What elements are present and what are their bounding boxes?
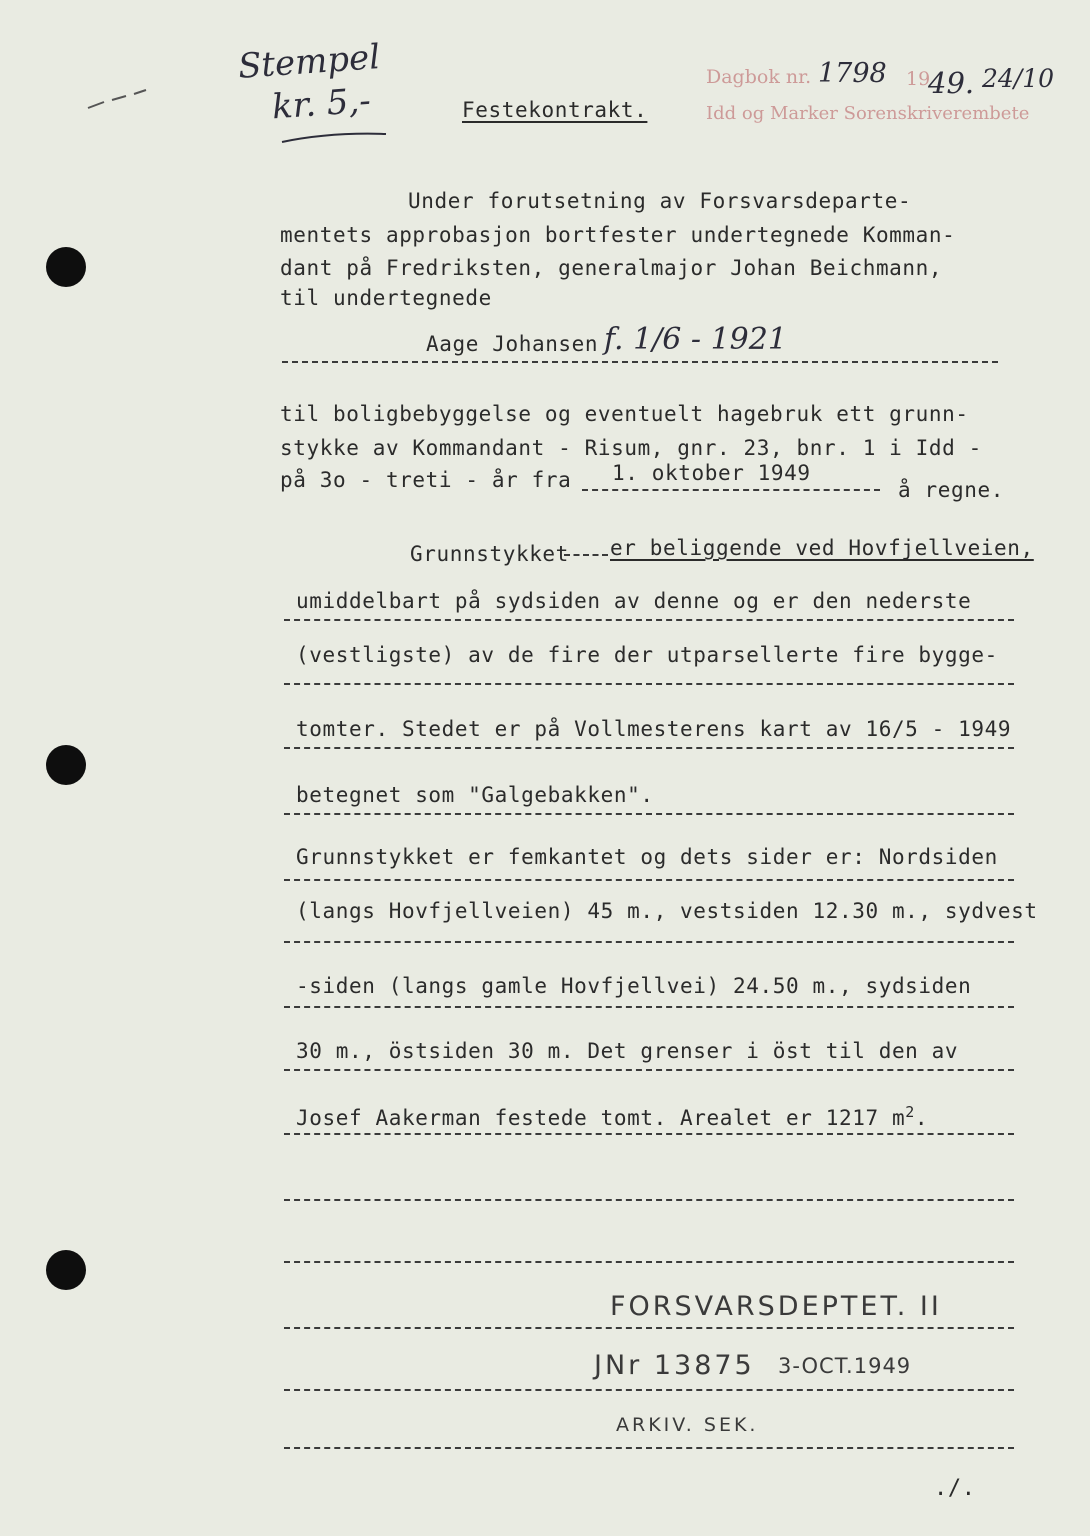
ministry-stamp-journal-number: JNr 13875 [594, 1350, 755, 1381]
plot-line-5: Grunnstykket er femkantet og dets sider er: Nordsiden [296, 845, 998, 869]
registry-stamp-office: Idd og Marker Sorenskriverembete [706, 103, 1030, 124]
plot-line-1: umiddelbart på sydsiden av denne og er den nederste [296, 589, 972, 613]
margin-tick-mark [86, 88, 150, 112]
plot-line-8: 30 m., östsiden 30 m. Det grenser i öst til den av [296, 1039, 959, 1063]
diary-date: 24/10 [982, 64, 1055, 93]
term-start-date: 1. oktober 1949 [612, 461, 811, 485]
blank-rule-3 [284, 1327, 1014, 1329]
plot-line-7: -siden (langs gamle Hovfjellvei) 24.50 m., sydsiden [296, 974, 972, 998]
handwritten-stamp-label: Stempel [236, 37, 382, 87]
plot-line-9-rule [284, 1133, 1014, 1135]
plot-line-2: (vestligste) av de fire der utparsellerte fire bygge- [296, 643, 998, 667]
intro-line-3: dant på Fredriksten, generalmajor Johan Beichmann, [280, 256, 943, 280]
tenant-line [282, 361, 998, 363]
handwritten-stamp-fee: kr. 5,- [270, 80, 372, 128]
diary-number: 1798 [818, 58, 887, 89]
plot-line-3: tomter. Stedet er på Vollmesterens kart av 16/5 - 1949 [296, 717, 1012, 741]
registry-stamp-label: Dagbok nr. [706, 66, 812, 88]
plot-line-2-rule [284, 683, 1014, 685]
purpose-line-1: til boligbebyggelse og eventuelt hagebruk ett grunn- [280, 402, 969, 426]
intro-line-2: mentets approbasjon bortfester undertegnede Komman- [280, 223, 956, 247]
plot-line-6-rule [284, 941, 1014, 943]
blank-rule-1 [284, 1199, 1014, 1201]
plot-intro-location: er beliggende ved Hovfjellveien, [610, 536, 1034, 560]
plot-line-9-text: Josef Aakerman festede tomt. Arealet er 1217 m [296, 1106, 906, 1130]
plot-line-4: betegnet som "Galgebakken". [296, 783, 654, 807]
blank-rule-4 [284, 1389, 1014, 1391]
intro-line-4: til undertegnede [280, 286, 492, 310]
blank-rule-5 [284, 1447, 1014, 1449]
blank-rule-2 [284, 1261, 1014, 1263]
term-suffix: å regne. [898, 478, 1004, 502]
plot-intro-label: Grunnstykket [410, 542, 569, 566]
plot-line-1-rule [284, 619, 1014, 621]
plot-intro-dashes [564, 554, 608, 556]
plot-line-9 [296, 1103, 928, 1130]
purpose-line-2: stykke av Kommandant - Risum, gnr. 23, bnr. 1 i Idd - [280, 436, 982, 460]
ministry-stamp-archive: ARKIV. SEK. [616, 1414, 759, 1436]
plot-line-4-rule [284, 813, 1014, 815]
plot-line-5-rule [284, 879, 1014, 881]
term-date-line [582, 489, 880, 491]
ministry-stamp-date: 3-OCT.1949 [778, 1354, 912, 1378]
area-superscript: 2 [905, 1103, 915, 1121]
area-suffix: . [914, 1106, 929, 1130]
handwritten-underline [280, 128, 390, 148]
diary-year: 49. [928, 66, 975, 100]
plot-line-3-rule [284, 747, 1014, 749]
ministry-stamp-department: FORSVARSDEPTET. II [610, 1291, 942, 1322]
intro-line-1: Under forutsetning av Forsvarsdeparte- [408, 189, 912, 213]
punch-hole-bottom [46, 1250, 86, 1290]
plot-line-7-rule [284, 1006, 1014, 1008]
page-continuation-mark: ./. [934, 1476, 976, 1501]
plot-line-6: (langs Hovfjellveien) 45 m., vestsiden 12.30 m., sydvest [296, 899, 1038, 923]
registry-stamp-year-prefix: 19 [906, 68, 931, 90]
document-title: Festekontrakt. [462, 98, 648, 122]
tenant-name: Aage Johansen [426, 332, 599, 356]
plot-line-8-rule [284, 1069, 1014, 1071]
term-prefix: på 3o - treti - år fra [280, 468, 572, 492]
tenant-birth-date: f. 1/6 - 1921 [604, 322, 787, 357]
punch-hole-middle [46, 745, 86, 785]
punch-hole-top [46, 247, 86, 287]
